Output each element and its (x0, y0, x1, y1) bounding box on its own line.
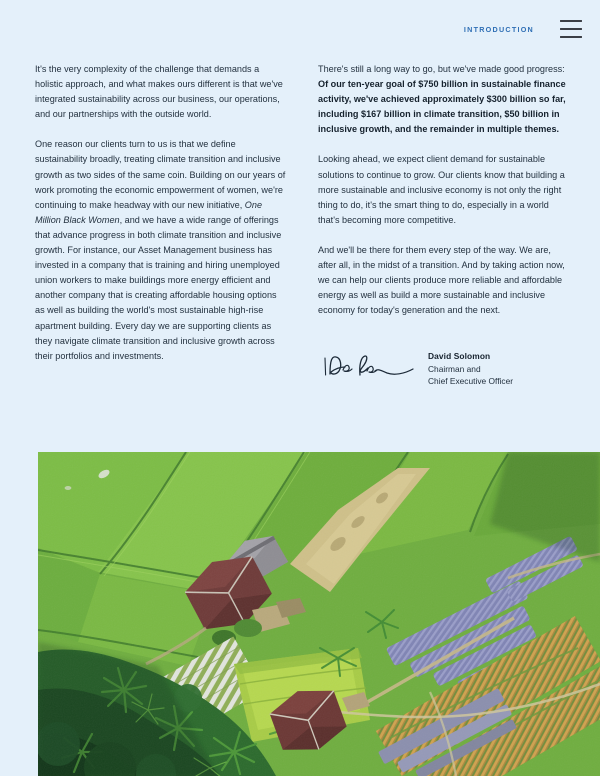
breadcrumb-section-label[interactable]: INTRODUCTION (463, 24, 534, 34)
paragraph-text-after-initiative: , and we have a wide range of offerings that advance progress in both climate transition and inclusive growth. For instance, our Asset Management business has invested in a company that is training and hiring unemployed union workers to make buildings more energy efficient and another company that is creating affordable housing options as well as building the world's most sustainable high-rise apartment building. Every day we are supporting clients as they navigate climate transition and inclusive growth across their portfolios and investments. (35, 214, 282, 361)
paragraph-progress-highlight (318, 62, 571, 137)
signer-name: David Solomon (428, 351, 491, 362)
right-column (318, 62, 571, 388)
initiative-title: One Million Black Women (35, 199, 263, 225)
article-body (0, 62, 600, 388)
signer-role-line-1: Chairman and (428, 363, 481, 374)
menu-bar-bottom (560, 36, 582, 38)
progress-lead-text: There's still a long way to go, but we've made good progress: (318, 64, 565, 74)
progress-bold-figures: Of our ten-year goal of $750 billion in sustainable finance activity, we've achieved approximately $300 billion so far, including $167 billion in climate transition, $50 billion in inclusive growth, and the remainder in multiple themes. (318, 79, 566, 135)
hamburger-menu-icon[interactable] (560, 20, 582, 38)
paragraph-text-before-initiative: One reason our clients turn to us is that we define sustainability broadly, treating climate transition and inclusive growth as two sides of the same coin. Building on our years of work promoting the economic empowerment of women, we're continuing to make headway with our new initiative, (35, 139, 286, 210)
menu-bar-top (560, 20, 582, 22)
paragraph-sustainability-definition (35, 137, 288, 363)
paragraph-complexity: It's the very complexity of the challenge that demands a holistic approach, and what makes ours different is that we've integrated sustainability across our business, our operations, and our partnerships with the outside world. (35, 64, 283, 120)
aerial-farmland-photo (38, 452, 600, 776)
signer-role-line-2: Chief Executive Officer (428, 376, 514, 387)
page-header (0, 0, 600, 58)
menu-bar-middle (560, 28, 582, 30)
signer-info (420, 344, 513, 387)
paragraph-closing: And we'll be there for them every step of the way. We are, after all, in the midst of a transition. And by taking action now, we can help our clients produce more reliable and affordable energy as well as build a more sustainable and inclusive economy for today's generation and the next. (318, 244, 565, 316)
left-column (35, 62, 288, 388)
paragraph-looking-ahead: Looking ahead, we expect client demand for sustainable solutions to continue to grow. Our clients know that building a more sustainable and inclusive economy is not only the right thing to do, it's the smart thing to do, especially in a world that's becoming more competitive. (318, 154, 565, 225)
signature-block (318, 344, 571, 388)
handwritten-signature-icon (318, 344, 420, 388)
